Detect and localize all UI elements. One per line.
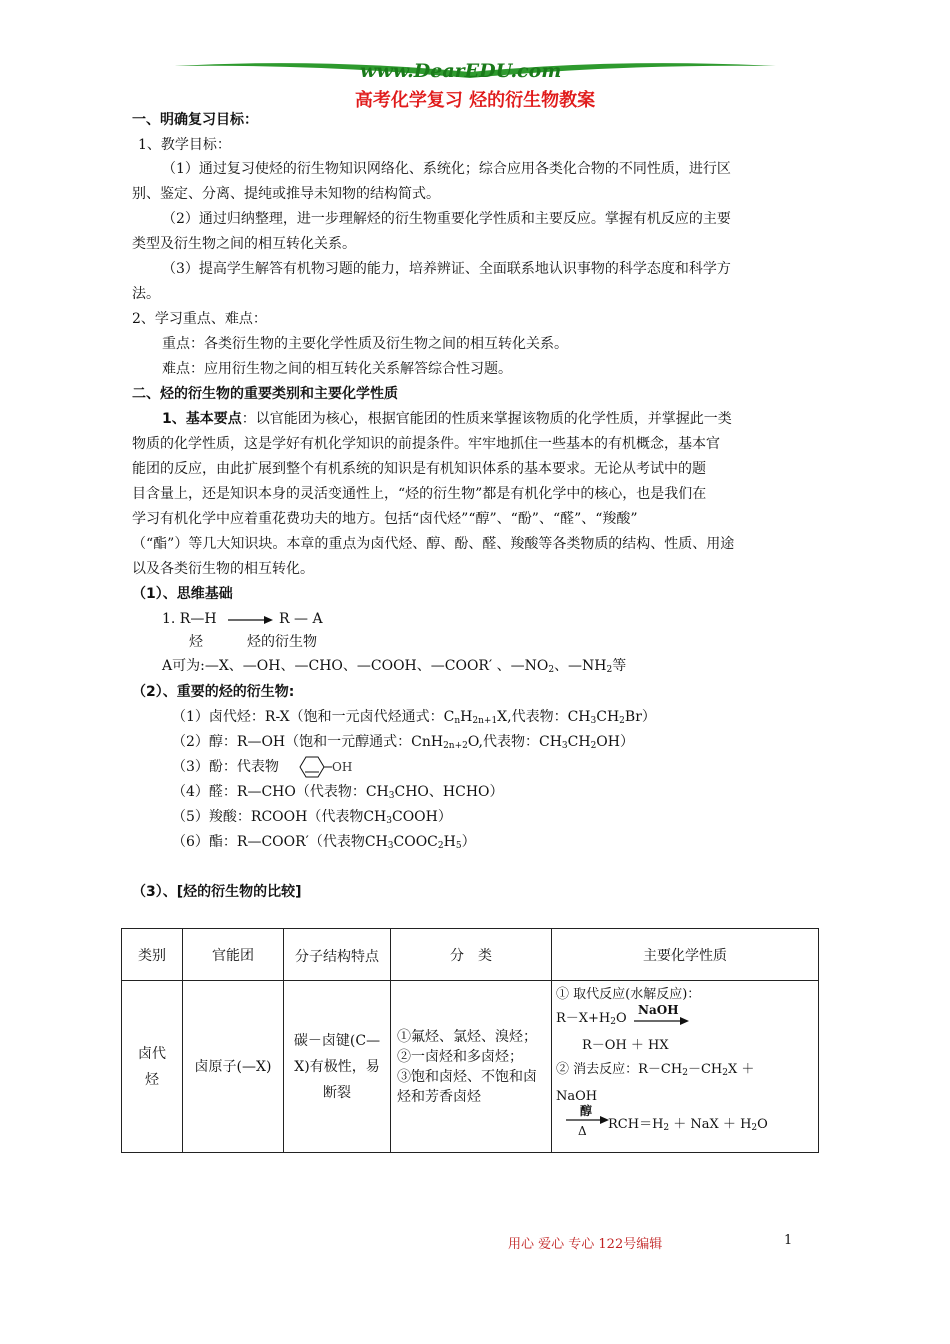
page-title: 高考化学复习 烃的衍生物教案 <box>354 90 596 111</box>
class-line-3: ③饱和卤烃、不饱和卤烃和芳香卤烃 <box>397 1068 537 1105</box>
reaction-ra: R — A <box>279 611 323 627</box>
comparison-heading: （3）、[烃的衍生物的比较] <box>132 884 302 900</box>
basic-point-line3: 能团的反应，由此扩展到整个有机系统的知识是有机知识体系的基本要求。无论从考试中的题 <box>132 461 706 477</box>
item-alcohol: （2）醇：R—OH（饱和一元醇通式：CnH$_{2n+2}$O,代表物：$CH_3CH_2OH$） <box>172 734 634 751</box>
hard-point: 难点：应用衍生物之间的相互转化关系解答综合性习题。 <box>162 361 512 377</box>
prop-eq1-product: R－OH ＋ HX <box>582 1038 669 1053</box>
phenol-oh: OH <box>332 760 353 774</box>
goal3-b: 法。 <box>132 286 160 302</box>
header-functional-group: 官能团 <box>183 929 284 981</box>
key-point: 重点：各类衍生物的主要化学性质及衍生物之间的相互转化关系。 <box>162 336 568 352</box>
section1-sub2: 2、学习重点、难点： <box>132 311 267 327</box>
basic-point-line6: （“酯”）等几大知识块。本章的重点为卤代烃、醇、酚、醛、羧酸等各类物质的结构、性质、用途 <box>132 536 735 552</box>
item-ester: （6）酯：R—COOR′（代表物$CH_3COOC_2H_5$） <box>172 834 476 851</box>
basic-point-line1: 1、基本要点：以官能团为核心，根据官能团的性质来掌握该物质的化学性质，并掌握此一类 <box>162 411 732 427</box>
basic-point-line2: 物质的化学性质，这是学好有机化学知识的前提条件。牢牢地抓住一些基本的有机概念，基本官 <box>132 436 720 452</box>
class-line-2: ②一卤烃和多卤烃； <box>397 1048 523 1065</box>
thinking-basis-heading: （1）、思维基础 <box>132 586 233 602</box>
basic-point-line7: 以及各类衍生物的相互转化。 <box>132 561 314 577</box>
header-properties: 主要化学性质 <box>552 929 819 981</box>
table-header-row <box>122 929 819 981</box>
section1-sub1: 1、教学目标： <box>138 137 231 153</box>
prop-eq1: $R-X+H_2O$ NaOH <box>556 1007 814 1034</box>
footer-text: 用心 爱心 专心 122号编辑 <box>508 1237 663 1252</box>
label-hydrocarbon: 烃 <box>189 634 203 650</box>
cell-group: 卤原子(—X) <box>183 981 284 1153</box>
naoh-condition: NaOH <box>638 1003 679 1017</box>
item-phenol: （3）酚：代表物 <box>172 759 279 775</box>
a-groups: A可为:—X、—OH、—CHO、—COOH、—COOR′ 、$—NO_2$、$—NH_2$等 <box>162 658 627 675</box>
prop-eq2: 醇 Δ $RCH=H_2$ ＋ NaX ＋ $H_2O$ <box>556 1113 814 1140</box>
important-derivatives-heading: （2）、重要的烃的衍生物: <box>132 684 295 700</box>
right-arrow-icon <box>566 1115 610 1125</box>
goal2-a: （2）通过归纳整理，进一步理解烃的衍生物重要化学性质和主要反应。掌握有机反应的主要 <box>162 211 731 227</box>
label-derivative: 烃的衍生物 <box>247 634 317 650</box>
reaction-rh: 1. R—H <box>162 611 217 627</box>
cell-classification <box>391 981 552 1153</box>
cell-category: 卤代烃 <box>122 981 183 1153</box>
heat-condition: Δ <box>578 1124 587 1138</box>
prop-elimination: ② 消去反应：$R-CH_2-CH_2X$ ＋ <box>556 1062 755 1078</box>
alcohol-condition: 醇 <box>580 1104 593 1118</box>
section1-heading: 一、明确复习目标： <box>132 112 258 128</box>
comparison-table <box>121 928 819 1153</box>
site-logo[interactable]: www.DearEDU.com <box>360 60 562 82</box>
benzene-ring-icon <box>292 754 332 780</box>
item-haloalkane: （1）卤代烃：R-X（饱和一元卤代烃通式：$C_nH_{2n+1}X$,代表物：$CH_3CH_2Br$） <box>172 709 656 726</box>
goal1-b: 别、鉴定、分离、提纯或推导未知物的结构简式。 <box>132 186 440 202</box>
prop-substitution: ① 取代反应(水解反应)： <box>556 987 701 1002</box>
right-arrow-icon <box>228 614 274 626</box>
basic-point-line4: 目含量上，还是知识本身的灵活变通性上，“烃的衍生物”都是有机化学中的核心，也是我们在 <box>132 486 707 502</box>
cell-structure: 碳－卤键(C—X)有极性，易断裂 <box>284 981 391 1153</box>
section2-heading: 二、烃的衍生物的重要类别和主要化学性质 <box>132 386 398 402</box>
item-carboxylic-acid: （5）羧酸：RCOOH（代表物$CH_3COOH$） <box>172 809 452 826</box>
header-category: 类别 <box>122 929 183 981</box>
goal2-b: 类型及衍生物之间的相互转化关系。 <box>132 236 356 252</box>
class-line-1: ①氟烃、氯烃、溴烃； <box>397 1028 537 1045</box>
header-structure: 分子结构特点 <box>284 929 391 981</box>
item-aldehyde: （4）醛：R—CHO（代表物：$CH_3CHO$、HCHO） <box>172 784 504 801</box>
header-classification: 分 类 <box>391 929 552 981</box>
cell-properties <box>552 981 819 1153</box>
table-row <box>122 981 819 1153</box>
page-number: 1 <box>784 1233 793 1248</box>
goal3-a: （3）提高学生解答有机物习题的能力，培养辨证、全面联系地认识事物的科学态度和科学方 <box>162 261 731 277</box>
prop-naoh: NaOH <box>556 1089 598 1104</box>
basic-point-line5: 学习有机化学中应着重花费功夫的地方。包括“卤代烃”“醇”、“酚”、“醛”、“羧酸” <box>132 511 638 527</box>
right-arrow-icon <box>634 1016 690 1026</box>
goal1-a: （1）通过复习使烃的衍生物知识网络化、系统化；综合应用各类化合物的不同性质，进行区 <box>162 161 731 177</box>
